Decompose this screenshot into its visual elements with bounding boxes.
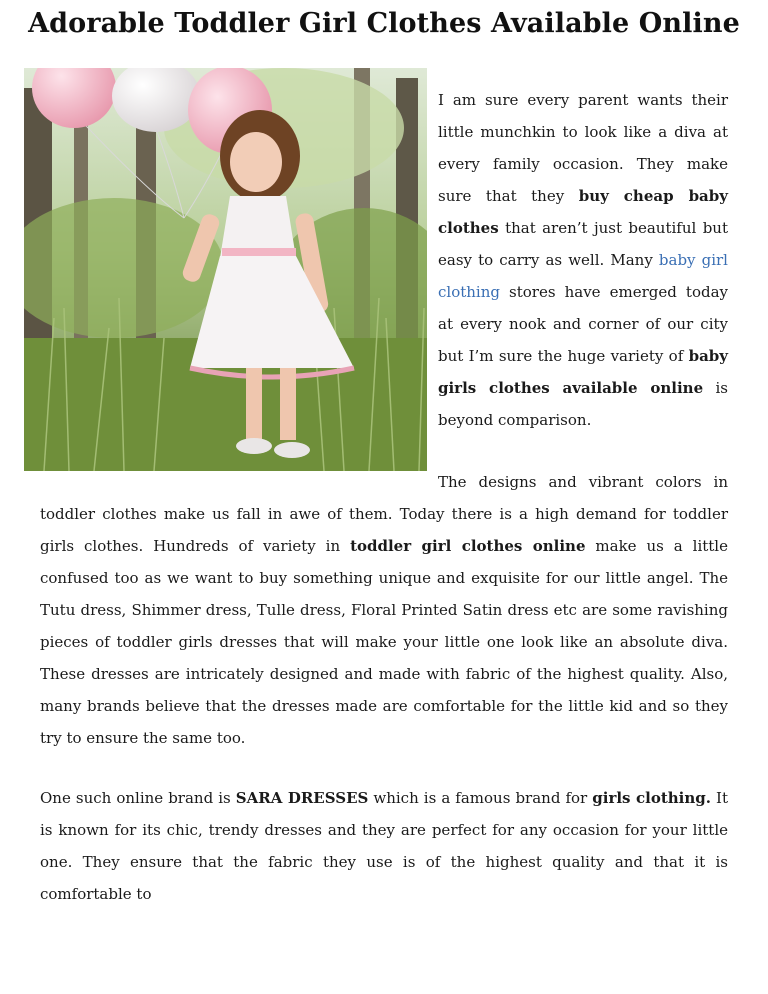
toddler-girl-photo-icon <box>24 68 427 471</box>
bold-buy-cheap-baby-clothes: buy cheap baby clothes <box>438 187 728 237</box>
brand-text-1: One such online brand is <box>40 789 236 807</box>
brand-paragraph <box>40 782 728 910</box>
brand-text-2: which is a famous brand for <box>368 789 593 807</box>
intro-text-2: that aren’t just beautiful but easy to carry as well. Many <box>438 219 728 269</box>
designs-paragraph-lead: The designs and vibrant colors in <box>438 473 728 491</box>
bold-toddler-girl-clothes-online: toddler girl clothes online <box>350 537 586 555</box>
intro-text-3: stores have emerged today at every nook and corner of our city but I’m sure the huge variety of <box>438 283 728 365</box>
bold-baby-girls-clothes-online: baby girls clothes available online <box>438 347 728 397</box>
toddler-girl-photo <box>24 68 427 471</box>
brand-text-3: It is known for its chic, trendy dresses and they are perfect for any occasion for your little one. They ensure that the fabric they use is of the highest quality and that it is comfortable to <box>40 789 728 903</box>
bold-sara-dresses: SARA DRESSES <box>235 789 369 807</box>
designs-text-2: make us a little confused too as we want to buy something unique and exquisite for our little angel. The Tutu dress, Shimmer dress, Tulle dress, Floral Printed Satin dress etc are some ravishing pieces of toddler girls dresses that will make your little one look like an absolute diva. These dresses are intricately designed and made with fabric of the highest quality. Also, many brands believe that the dresses made are comfortable for the little kid and so they try to ensure the same too. <box>40 537 728 747</box>
baby-girl-clothing-link[interactable]: baby girl clothing <box>438 251 728 301</box>
bold-girls-clothing: girls clothing. <box>592 789 711 807</box>
designs-text-1: toddler clothes make us fall in awe of them. Today there is a high demand for toddler girls clothes. Hundreds of variety in <box>40 505 728 555</box>
intro-text-1: I am sure every parent wants their little munchkin to look like a diva at every family occasion. They make sure that they <box>438 91 728 205</box>
intro-paragraph <box>438 84 728 436</box>
page-title: Adorable Toddler Girl Clothes Available Online <box>28 8 740 39</box>
designs-paragraph <box>40 498 728 754</box>
intro-text-4: is beyond comparison. <box>438 379 728 429</box>
